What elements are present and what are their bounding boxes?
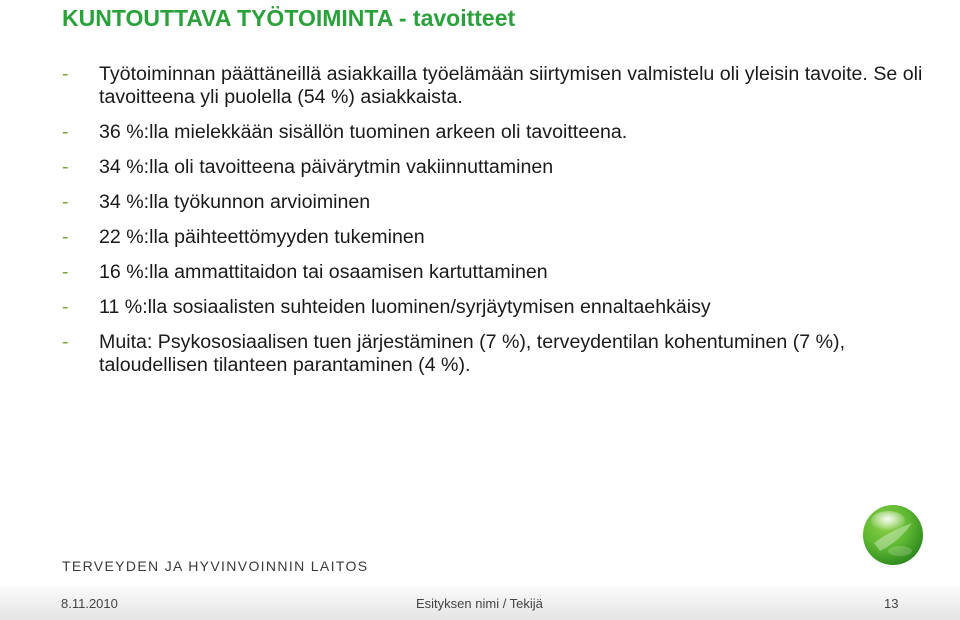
bullet-item	[62, 191, 942, 213]
bullet-dash: -	[62, 261, 69, 283]
bullet-dash: -	[62, 156, 69, 178]
bullet-text: Työtoiminnan päättäneillä asiakkailla työelämään siirtymisen valmistelu oli yleisin tavoite. Se oli tavoitteena yli puolella (54 %) asiakkaista.	[99, 63, 923, 108]
organization-name: TERVEYDEN JA HYVINVOINNIN LAITOS	[62, 558, 369, 574]
footer-page-number: 13	[884, 596, 899, 611]
bullet-dash: -	[62, 331, 69, 353]
bullet-item	[62, 226, 942, 248]
bullet-text: 34 %:lla oli tavoitteena päivärytmin vakiinnuttaminen	[99, 156, 554, 178]
bullet-item	[62, 63, 942, 108]
bullet-text: 22 %:lla päihteettömyyden tukeminen	[99, 226, 425, 248]
bullet-item	[62, 331, 942, 376]
bullet-text: Muita: Psykososiaalisen tuen järjestäminen (7 %), terveydentilan kohentuminen (7 %), taloudellisen tilanteen parantaminen (4 %).	[99, 331, 846, 376]
bullet-dash: -	[62, 226, 69, 248]
bullet-dash: -	[62, 121, 69, 143]
bullet-dash: -	[62, 63, 69, 85]
bullet-item	[62, 296, 942, 318]
bullet-item	[62, 261, 942, 283]
footer-date: 8.11.2010	[61, 596, 118, 611]
bullet-text: 16 %:lla ammattitaidon tai osaamisen kartuttaminen	[99, 261, 548, 283]
bullet-dash: -	[62, 191, 69, 213]
green-sphere-logo-icon	[860, 501, 926, 567]
slide-title: KUNTOUTTAVA TYÖTOIMINTA - tavoitteet	[62, 5, 516, 31]
bullet-text: 36 %:lla mielekkään sisällön tuominen arkeen oli tavoitteena.	[99, 121, 628, 143]
bullet-item	[62, 121, 942, 143]
bullet-list	[62, 63, 942, 389]
bullet-text: 34 %:lla työkunnon arvioiminen	[99, 191, 371, 213]
bullet-dash: -	[62, 296, 69, 318]
bullet-text: 11 %:lla sosiaalisten suhteiden luominen/syrjäytymisen ennaltaehkäisy	[99, 296, 711, 318]
bullet-item	[62, 156, 942, 178]
footer-presentation-title: Esityksen nimi / Tekijä	[416, 596, 543, 611]
